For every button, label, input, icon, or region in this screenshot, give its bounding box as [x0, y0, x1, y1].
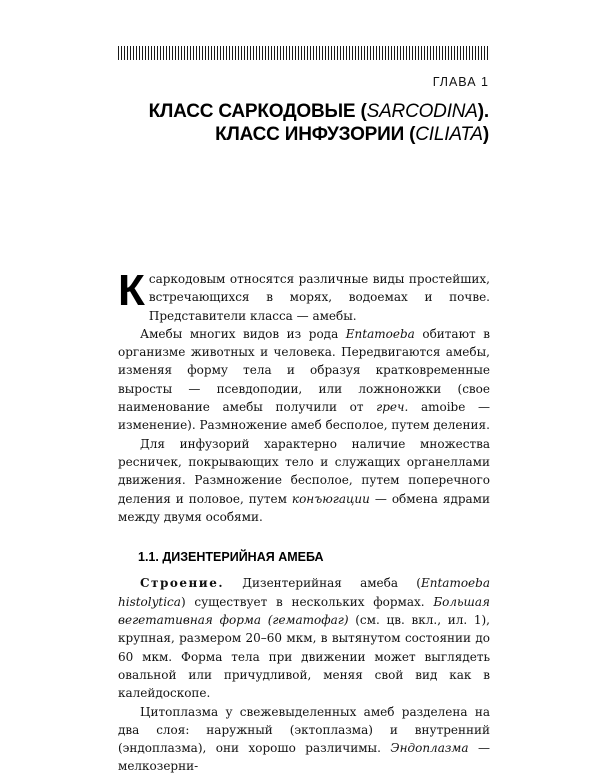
decorative-hatch-rule — [118, 46, 490, 60]
title-line-1: КЛАСС САРКОДОВЫЕ (SARCODINA). — [148, 101, 489, 122]
paragraph-intro: К саркодовым относятся различные виды простейших, встречающихся в морях, водоемах и почве. Представители класса — амебы. — [118, 266, 490, 323]
paragraph-cytoplasm: Цитоплазма у свежевыделенных амеб разделена на два слоя: наружный (эктоплазма) и внутренний (эндоплазма), они хорошо различимы. Эндоплазма — мелкозерни- — [118, 704, 490, 774]
section-heading: 1.1. ДИЗЕНТЕРИЙНАЯ АМЕБА — [138, 550, 324, 565]
structure-label: Строение. — [140, 576, 225, 591]
paragraph-structure: Строение. Дизентерийная амеба (Entamoeba histolytica) существует в нескольких формах. Большая вегетативная форма (гематофаг) (см. цв. вкл., ил. 1), крупная, размером 20–60 мкм, в вытянутом состоянии до 60 мкм. Форма тела при движении может выглядеть овальной или причудливой, меняя свой вид как в калейдоскопе. — [118, 576, 490, 701]
term-conjugation: конъюгации — [291, 491, 370, 506]
title-line-2: КЛАСС ИНФУЗОРИИ (CILIATA) — [215, 124, 489, 145]
latin-species: Entamoeba histolytica — [118, 576, 490, 609]
big-vegetative-form: Большая вегетативная форма (гематофаг) — [118, 594, 490, 628]
term-endoplasm: Эндоплазма — [390, 741, 469, 756]
chapter-title — [149, 100, 489, 146]
latin-genus: Entamoeba — [345, 326, 415, 341]
body-text — [118, 266, 490, 776]
paragraph-amoeba: Амебы многих видов из рода Entamoeba обитают в организме животных и человека. Передвигаются амебы, изменяя форму тела и образуя кратковременные выросты — псевдоподии, или ложноножки (свое наименование амебы получили от греч. amoibe — изменение). Размножение амеб бесполое, путем деления. — [118, 326, 490, 433]
chapter-label: ГЛАВА 1 — [432, 75, 489, 89]
drop-cap: К — [118, 266, 145, 315]
greek-abbreviation: греч. — [376, 400, 409, 415]
paragraph-infusoria: Для инфузорий характерно наличие множества ресничек, покрывающих тело и служащих органеллами движения. Размножение бесполое, путем поперечного деления и половое, путем конъюгации — обмена ядрами между двумя особями. — [118, 436, 490, 524]
